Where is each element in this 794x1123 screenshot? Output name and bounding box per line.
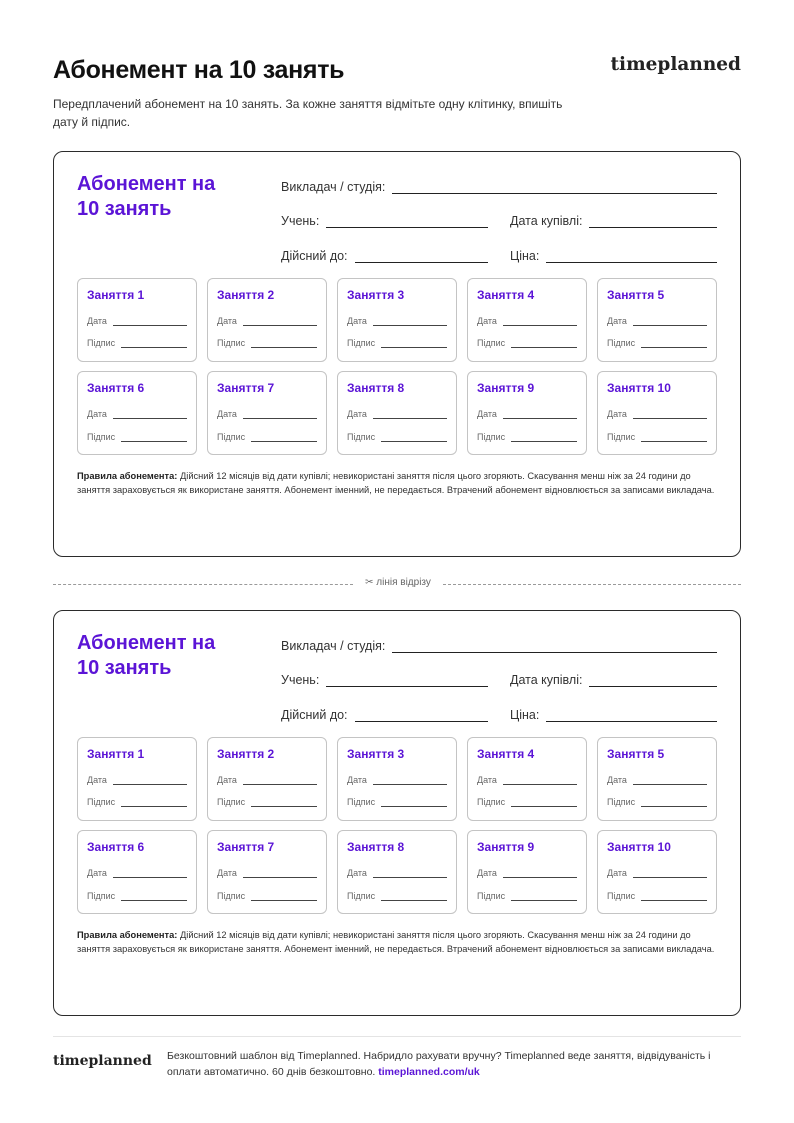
session-signature-row[interactable] — [87, 891, 187, 901]
session-box[interactable] — [467, 830, 587, 914]
session-date-row[interactable] — [217, 409, 317, 419]
session-signature-line[interactable] — [121, 435, 187, 442]
session-date-line[interactable] — [113, 778, 187, 785]
session-date-row[interactable] — [477, 316, 577, 326]
session-signature-line[interactable] — [641, 800, 707, 807]
session-date-label: Дата — [347, 775, 367, 785]
rules-body: Дійсний 12 місяців від дати купівлі; невикористані заняття після цього згоряють. Скасування менш ніж за 24 години до заняття зараховується як використане заняття. Абонемент іменний, не передається. Втрачений абонемент відновлюється за записами викладача. — [77, 471, 715, 495]
session-signature-line[interactable] — [511, 800, 577, 807]
session-title: Заняття 9 — [477, 840, 535, 854]
session-date-row[interactable] — [477, 409, 577, 419]
session-date-label: Дата — [217, 316, 237, 326]
session-date-row[interactable] — [87, 868, 187, 878]
session-date-row[interactable] — [607, 409, 707, 419]
session-title: Заняття 7 — [217, 381, 275, 395]
cut-line-label: ✂ лінія відрізу — [358, 577, 438, 588]
teacher-label: Викладач / студія: — [281, 639, 386, 653]
session-box[interactable] — [77, 371, 197, 455]
session-signature-line[interactable] — [381, 435, 447, 442]
session-date-label: Дата — [607, 868, 627, 878]
session-signature-line[interactable] — [251, 800, 317, 807]
session-date-line[interactable] — [243, 778, 317, 785]
session-date-line[interactable] — [503, 412, 577, 419]
session-date-row[interactable] — [607, 775, 707, 785]
session-signature-line[interactable] — [641, 341, 707, 348]
session-signature-row[interactable] — [477, 891, 577, 901]
student-label: Учень: — [281, 214, 320, 228]
session-signature-row[interactable] — [347, 432, 447, 442]
session-date-label: Дата — [87, 868, 107, 878]
session-signature-label: Підпис — [87, 797, 116, 807]
session-date-line[interactable] — [373, 778, 447, 785]
session-signature-label: Підпис — [607, 797, 636, 807]
session-title: Заняття 6 — [87, 840, 145, 854]
session-box[interactable] — [207, 830, 327, 914]
card-title-line2: 10 занять — [77, 657, 172, 679]
session-date-line[interactable] — [113, 412, 187, 419]
session-date-label: Дата — [87, 775, 107, 785]
session-date-label: Дата — [607, 316, 627, 326]
session-date-row[interactable] — [477, 775, 577, 785]
session-signature-line[interactable] — [511, 435, 577, 442]
session-date-line[interactable] — [243, 871, 317, 878]
session-signature-row[interactable] — [347, 891, 447, 901]
session-box[interactable] — [77, 278, 197, 362]
session-box[interactable] — [77, 830, 197, 914]
session-date-row[interactable] — [87, 316, 187, 326]
valid-until-label: Дійсний до: — [281, 249, 348, 263]
session-box[interactable] — [337, 371, 457, 455]
rules-text — [77, 929, 717, 956]
rules-body: Дійсний 12 місяців від дати купівлі; невикористані заняття після цього згоряють. Скасування менш ніж за 24 години до заняття зараховується як використане заняття. Абонемент іменний, не передається. Втрачений абонемент відновлюється за записами викладача. — [77, 930, 715, 954]
session-date-label: Дата — [347, 409, 367, 419]
session-signature-line[interactable] — [251, 435, 317, 442]
rules-heading: Правила абонемента: — [77, 471, 178, 481]
session-box[interactable] — [597, 371, 717, 455]
card-title-line1: Абонемент на — [77, 173, 216, 195]
session-date-row[interactable] — [87, 409, 187, 419]
session-title: Заняття 6 — [87, 381, 145, 395]
session-date-line[interactable] — [633, 871, 707, 878]
session-box[interactable] — [337, 830, 457, 914]
session-title: Заняття 4 — [477, 747, 535, 761]
session-signature-line[interactable] — [381, 800, 447, 807]
session-signature-line[interactable] — [511, 894, 577, 901]
session-signature-label: Підпис — [217, 338, 246, 348]
purchase-date-field[interactable] — [510, 671, 717, 687]
session-signature-label: Підпис — [87, 432, 116, 442]
session-title: Заняття 10 — [607, 840, 671, 854]
session-signature-line[interactable] — [381, 341, 447, 348]
session-title: Заняття 9 — [477, 381, 535, 395]
price-field[interactable] — [510, 706, 717, 722]
session-box[interactable] — [207, 737, 327, 821]
session-date-row[interactable] — [607, 868, 707, 878]
session-signature-row[interactable] — [477, 338, 577, 348]
card-title-line2: 10 занять — [77, 198, 172, 220]
student-field[interactable] — [281, 671, 488, 687]
session-signature-label: Підпис — [87, 891, 116, 901]
session-signature-row[interactable] — [607, 891, 707, 901]
session-title: Заняття 5 — [607, 288, 665, 302]
session-title: Заняття 8 — [347, 840, 405, 854]
session-signature-row[interactable] — [217, 891, 317, 901]
rules-text — [77, 470, 717, 497]
session-date-row[interactable] — [347, 409, 447, 419]
session-box[interactable] — [337, 737, 457, 821]
session-grid — [77, 278, 717, 453]
session-title: Заняття 10 — [607, 381, 671, 395]
brand-logo: timeplanned — [610, 54, 741, 75]
session-date-label: Дата — [217, 775, 237, 785]
session-signature-label: Підпис — [477, 891, 506, 901]
pass-card-2 — [53, 610, 741, 1016]
session-signature-row[interactable] — [87, 797, 187, 807]
price-label: Ціна: — [510, 249, 540, 263]
footer-text — [167, 1048, 741, 1080]
valid-until-field[interactable] — [281, 706, 488, 722]
card-title — [77, 631, 252, 681]
session-signature-label: Підпис — [477, 338, 506, 348]
session-signature-row[interactable] — [347, 338, 447, 348]
session-signature-label: Підпис — [347, 338, 376, 348]
card-title — [77, 172, 252, 222]
session-box[interactable] — [77, 737, 197, 821]
footer-brand-logo: timeplanned — [53, 1053, 152, 1069]
footer-message: Безкоштовний шаблон від Timeplanned. Набридло рахувати вручну? Timeplanned веде заняття, відвідуваність і оплати автоматично. 60 днів безкоштовно. — [167, 1050, 711, 1078]
session-signature-label: Підпис — [347, 797, 376, 807]
session-signature-row[interactable] — [607, 338, 707, 348]
price-line[interactable] — [546, 710, 717, 722]
session-signature-line[interactable] — [641, 435, 707, 442]
session-title: Заняття 7 — [217, 840, 275, 854]
session-signature-label: Підпис — [607, 891, 636, 901]
purchase-date-label: Дата купівлі: — [510, 214, 583, 228]
session-signature-line[interactable] — [251, 341, 317, 348]
session-signature-line[interactable] — [121, 894, 187, 901]
session-signature-line[interactable] — [511, 341, 577, 348]
session-date-line[interactable] — [503, 319, 577, 326]
session-title: Заняття 1 — [87, 747, 145, 761]
footer-divider — [53, 1036, 741, 1037]
purchase-date-line[interactable] — [589, 216, 717, 228]
session-date-label: Дата — [217, 409, 237, 419]
session-signature-line[interactable] — [381, 894, 447, 901]
page-title: Абонемент на 10 занять — [53, 56, 345, 84]
session-title: Заняття 8 — [347, 381, 405, 395]
session-box[interactable] — [467, 737, 587, 821]
footer-link[interactable]: timeplanned.com/uk — [378, 1066, 480, 1078]
session-box[interactable] — [207, 371, 327, 455]
student-field[interactable] — [281, 212, 488, 228]
session-title: Заняття 4 — [477, 288, 535, 302]
session-signature-row[interactable] — [217, 338, 317, 348]
session-date-label: Дата — [607, 409, 627, 419]
session-signature-row[interactable] — [217, 432, 317, 442]
session-signature-label: Підпис — [477, 797, 506, 807]
rules-heading: Правила абонемента: — [77, 930, 178, 940]
session-date-line[interactable] — [373, 412, 447, 419]
session-signature-line[interactable] — [121, 341, 187, 348]
student-line[interactable] — [326, 675, 488, 687]
pass-card-1 — [53, 151, 741, 557]
session-signature-line[interactable] — [121, 800, 187, 807]
session-date-row[interactable] — [217, 868, 317, 878]
session-date-label: Дата — [477, 775, 497, 785]
session-date-label: Дата — [87, 409, 107, 419]
session-date-line[interactable] — [633, 319, 707, 326]
cut-line — [53, 577, 741, 591]
session-title: Заняття 3 — [347, 288, 405, 302]
session-signature-label: Підпис — [347, 432, 376, 442]
session-signature-label: Підпис — [607, 432, 636, 442]
session-signature-row[interactable] — [217, 797, 317, 807]
session-date-line[interactable] — [633, 778, 707, 785]
session-date-line[interactable] — [243, 319, 317, 326]
session-date-label: Дата — [347, 316, 367, 326]
cut-line-left — [53, 584, 353, 585]
session-signature-row[interactable] — [87, 338, 187, 348]
session-date-label: Дата — [217, 868, 237, 878]
teacher-label: Викладач / студія: — [281, 180, 386, 194]
card-title-line1: Абонемент на — [77, 632, 216, 654]
session-signature-label: Підпис — [87, 338, 116, 348]
session-date-row[interactable] — [477, 868, 577, 878]
session-date-label: Дата — [477, 409, 497, 419]
valid-until-field[interactable] — [281, 247, 488, 263]
session-date-line[interactable] — [503, 871, 577, 878]
session-date-label: Дата — [87, 316, 107, 326]
teacher-line[interactable] — [392, 182, 717, 194]
session-grid — [77, 737, 717, 912]
session-date-row[interactable] — [217, 316, 317, 326]
session-date-row[interactable] — [87, 775, 187, 785]
session-signature-label: Підпис — [217, 797, 246, 807]
purchase-date-field[interactable] — [510, 212, 717, 228]
session-date-row[interactable] — [217, 775, 317, 785]
session-box[interactable] — [597, 278, 717, 362]
session-title: Заняття 2 — [217, 747, 275, 761]
cut-line-right — [443, 584, 741, 585]
session-date-line[interactable] — [373, 871, 447, 878]
session-signature-row[interactable] — [607, 797, 707, 807]
session-date-line[interactable] — [633, 412, 707, 419]
session-date-row[interactable] — [347, 316, 447, 326]
session-signature-row[interactable] — [87, 432, 187, 442]
teacher-field[interactable] — [281, 178, 717, 194]
session-date-label: Дата — [607, 775, 627, 785]
session-date-row[interactable] — [607, 316, 707, 326]
session-box[interactable] — [467, 278, 587, 362]
valid-until-label: Дійсний до: — [281, 708, 348, 722]
purchase-date-label: Дата купівлі: — [510, 673, 583, 687]
valid-until-line[interactable] — [355, 710, 488, 722]
session-signature-row[interactable] — [347, 797, 447, 807]
session-date-line[interactable] — [113, 319, 187, 326]
session-title: Заняття 1 — [87, 288, 145, 302]
session-title: Заняття 3 — [347, 747, 405, 761]
session-signature-row[interactable] — [607, 432, 707, 442]
session-date-line[interactable] — [503, 778, 577, 785]
session-date-label: Дата — [477, 868, 497, 878]
session-signature-label: Підпис — [477, 432, 506, 442]
session-date-label: Дата — [477, 316, 497, 326]
session-box[interactable] — [467, 371, 587, 455]
teacher-field[interactable] — [281, 637, 717, 653]
student-label: Учень: — [281, 673, 320, 687]
session-box[interactable] — [597, 737, 717, 821]
session-signature-label: Підпис — [607, 338, 636, 348]
session-date-line[interactable] — [113, 871, 187, 878]
purchase-date-line[interactable] — [589, 675, 717, 687]
session-signature-label: Підпис — [217, 891, 246, 901]
valid-until-line[interactable] — [355, 251, 488, 263]
session-signature-row[interactable] — [477, 797, 577, 807]
session-date-line[interactable] — [243, 412, 317, 419]
session-date-line[interactable] — [373, 319, 447, 326]
teacher-line[interactable] — [392, 641, 717, 653]
price-label: Ціна: — [510, 708, 540, 722]
session-title: Заняття 5 — [607, 747, 665, 761]
session-date-row[interactable] — [347, 775, 447, 785]
session-signature-label: Підпис — [217, 432, 246, 442]
student-line[interactable] — [326, 216, 488, 228]
page-subtitle: Передплачений абонемент на 10 занять. За кожне заняття відмітьте одну клітинку, впишіть дату й підпис. — [53, 97, 563, 129]
session-box[interactable] — [207, 278, 327, 362]
price-field[interactable] — [510, 247, 717, 263]
session-signature-line[interactable] — [641, 894, 707, 901]
session-box[interactable] — [597, 830, 717, 914]
session-date-label: Дата — [347, 868, 367, 878]
session-title: Заняття 2 — [217, 288, 275, 302]
session-date-row[interactable] — [347, 868, 447, 878]
session-signature-row[interactable] — [477, 432, 577, 442]
session-signature-label: Підпис — [347, 891, 376, 901]
price-line[interactable] — [546, 251, 717, 263]
session-signature-line[interactable] — [251, 894, 317, 901]
session-box[interactable] — [337, 278, 457, 362]
